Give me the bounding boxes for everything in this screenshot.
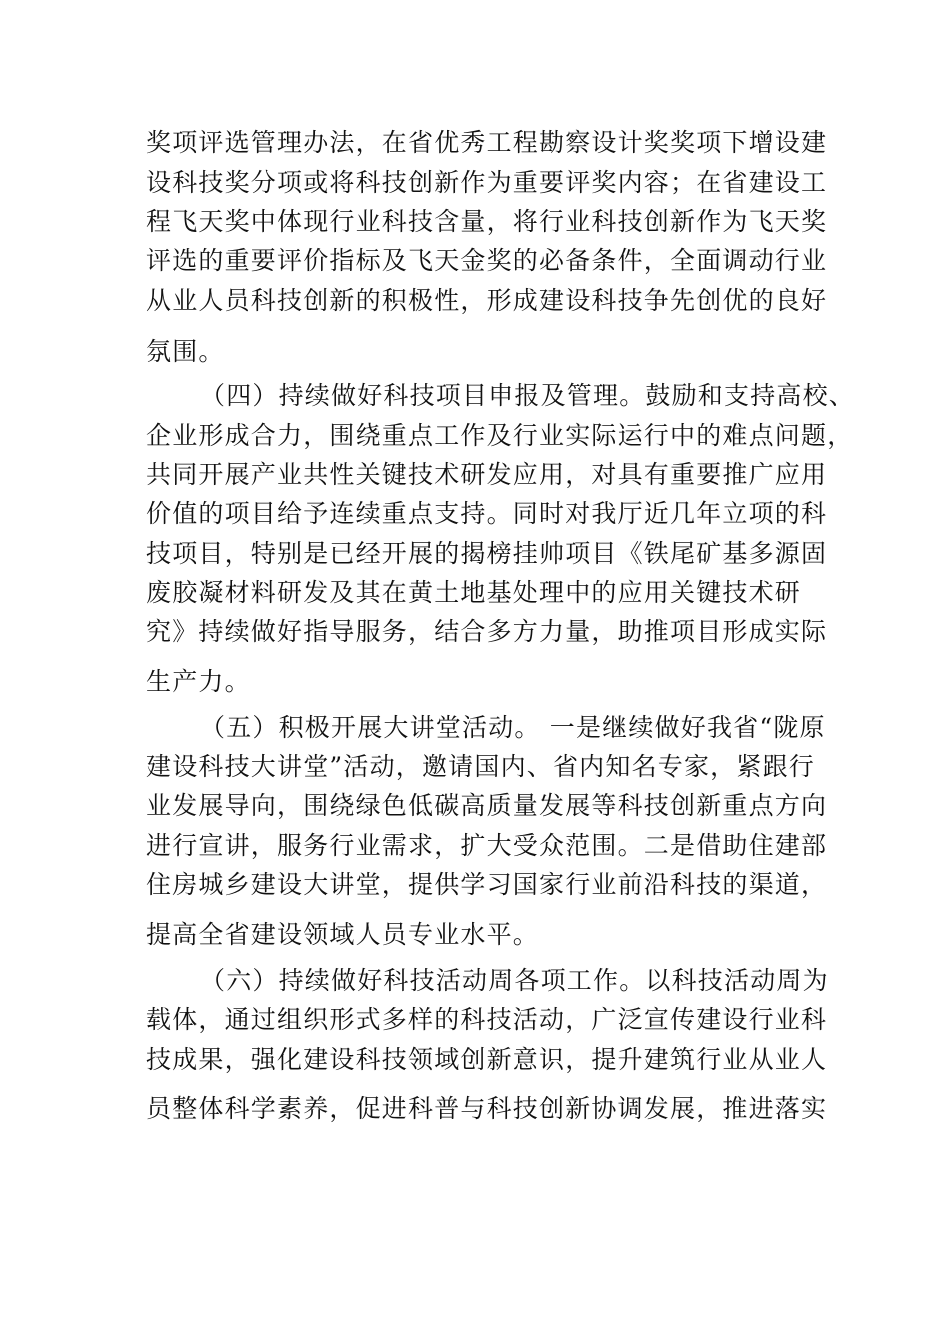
paragraph-line: 技成果，强化建设科技领域创新意识，提升建筑行业从业人 — [146, 1045, 828, 1074]
paragraph-line: 共同开展产业共性关键技术研发应用，对具有重要推广应用 — [146, 460, 828, 489]
paragraph-line: 程飞天奖中体现行业科技含量，将行业科技创新作为飞天奖 — [146, 207, 828, 236]
paragraph-line: 建设科技大讲堂”活动，邀请国内、省内知名专家，紧跟行 — [146, 752, 815, 781]
section-heading-line: （六）持续做好科技活动周各项工作。以科技活动周为 — [200, 966, 829, 995]
paragraph-line: 企业形成合力，围绕重点工作及行业实际运行中的难点问题， — [146, 421, 854, 450]
paragraph-line: 进行宣讲，服务行业需求，扩大受众范围。二是借助住建部 — [146, 831, 828, 860]
paragraph-line: 技项目，特别是已经开展的揭榜挂帅项目《铁尾矿基多源固 — [146, 539, 828, 568]
paragraph-line: 载体，通过组织形式多样的科技活动，广泛宣传建设行业科 — [146, 1005, 828, 1034]
paragraph-line: 住房城乡建设大讲堂，提供学习国家行业前沿科技的渠道， — [146, 870, 828, 899]
paragraph-line: 奖项评选管理办法，在省优秀工程勘察设计奖奖项下增设建 — [146, 128, 828, 157]
section-heading-line: （四）持续做好科技项目申报及管理。鼓励和支持高校、 — [200, 381, 856, 410]
paragraph-line: 氛围。 — [146, 337, 225, 366]
paragraph-line: 提高全省建设领域人员专业水平。 — [146, 920, 540, 949]
paragraph-line: 从业人员科技创新的积极性，形成建设科技争先创优的良好 — [146, 286, 828, 315]
paragraph-line: 废胶凝材料研发及其在黄土地基处理中的应用关键技术研 — [146, 578, 802, 607]
paragraph-line: 员整体科学素养，促进科普与科技创新协调发展，推进落实 — [146, 1094, 828, 1123]
section-heading-line: （五）积极开展大讲堂活动。 一是继续做好我省“陇原 — [200, 713, 826, 742]
paragraph-line: 业发展导向，围绕绿色低碳高质量发展等科技创新重点方向 — [146, 791, 828, 820]
paragraph-line: 究》持续做好指导服务，结合多方力量，助推项目形成实际 — [146, 617, 828, 646]
paragraph-line: 评选的重要评价指标及飞天金奖的必备条件，全面调动行业 — [146, 246, 828, 275]
paragraph-line: 设科技奖分项或将科技创新作为重要评奖内容；在省建设工 — [146, 168, 828, 197]
paragraph-line: 价值的项目给予连续重点支持。同时对我厅近几年立项的科 — [146, 499, 828, 528]
paragraph-line: 生产力。 — [146, 667, 251, 696]
